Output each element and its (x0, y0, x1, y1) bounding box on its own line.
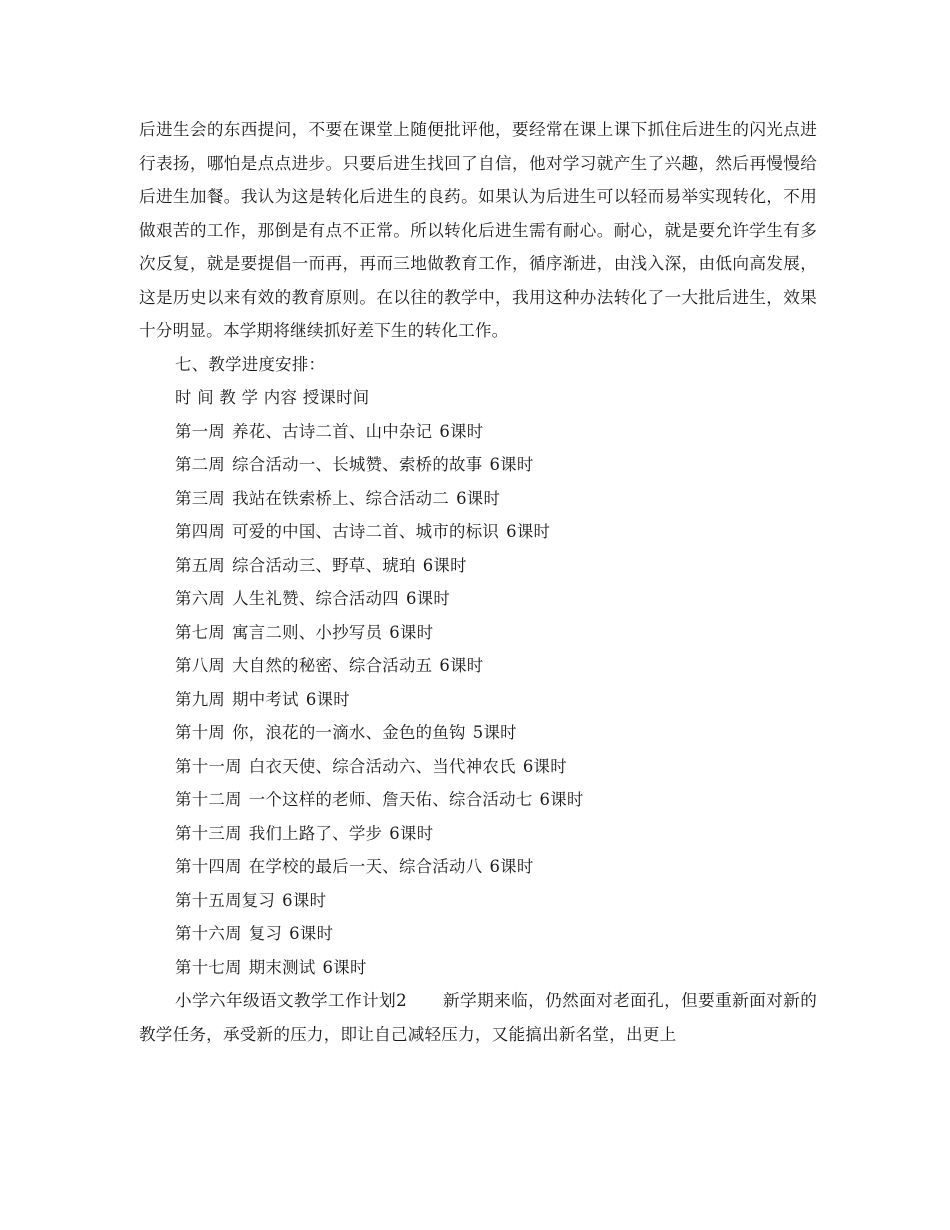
schedule-hours: 6课时 (422, 555, 467, 575)
schedule-hours: 6课时 (456, 488, 501, 508)
schedule-week: 第十一周 (175, 756, 242, 776)
schedule-row (139, 582, 817, 616)
schedule-content: 复习 (248, 924, 283, 943)
schedule-row (139, 683, 817, 717)
schedule-hours: 6课时 (539, 790, 584, 809)
schedule-week: 第二周 (175, 455, 226, 474)
schedule-hours: 6课时 (282, 890, 327, 910)
schedule-row (139, 783, 817, 817)
schedule-list (139, 415, 817, 985)
schedule-week: 第十二周 (175, 790, 242, 809)
schedule-content: 期末测试 (248, 957, 316, 977)
schedule-content: 我站在铁索桥上、综合活动二 (232, 488, 450, 508)
schedule-row (139, 549, 817, 583)
schedule-week: 第十七周 (175, 957, 242, 977)
intro-paragraph: 后进生会的东西提问，不要在课堂上随便批评他，要经常在课上课下抓住后进生的闪光点进行表扬，哪怕是点点进步。只要后进生找回了自信，他对学习就产生了兴趣，然后再慢慢给后进生加餐。我认为这是转化后进生的良药。如果认为后进生可以轻而易举实现转化，不用做艰苦的工作，那倒是有点不正常。所以转化后进生需有耐心。耐心，就是要允许学生有多次反复，就是要提倡一而再，再而三地做教育工作，循序渐进，由浅入深，由低向高发展，这是历史以来有效的教育原则。在以往的教学中，我用这种办法转化了一大批后进生，效果十分明显。本学期将继续抓好差下生的转化工作。 (139, 120, 817, 340)
schedule-content: 在学校的最后一天、综合活动八 (248, 857, 483, 876)
schedule-hours: 6课时 (439, 421, 484, 441)
schedule-hours: 6课时 (506, 522, 551, 541)
schedule-content: 你，浪花的一滴水、金色的鱼钩 (232, 723, 466, 742)
schedule-row (139, 850, 817, 884)
schedule-week: 第九周 (175, 689, 226, 709)
schedule-week: 第一周 (175, 421, 226, 441)
schedule-row (139, 884, 817, 918)
schedule-row (139, 649, 817, 683)
schedule-week: 第十四周 (175, 857, 242, 876)
schedule-table-header: 时 间 教 学 内容 授课时间 (175, 388, 370, 407)
schedule-content: 我们上路了、学步 (248, 823, 383, 843)
schedule-content: 养花、古诗二首、山中杂记 (232, 421, 433, 441)
section-heading: 七、教学进度安排： (175, 354, 326, 374)
schedule-content: 可爱的中国、古诗二首、城市的标识 (232, 522, 500, 541)
schedule-content: 综合活动三、野草、琥珀 (232, 555, 416, 575)
schedule-content: 人生礼赞、综合活动四 (232, 589, 399, 608)
schedule-content: 复习 (241, 890, 276, 910)
schedule-row (139, 415, 817, 449)
schedule-week: 第五周 (175, 555, 226, 575)
schedule-week: 第四周 (175, 522, 226, 541)
schedule-content: 期中考试 (232, 689, 299, 709)
schedule-content: 综合活动一、长城赞、索桥的故事 (232, 455, 483, 474)
schedule-row (139, 482, 817, 516)
schedule-hours: 6课时 (405, 589, 451, 608)
schedule-hours: 6课时 (289, 924, 334, 943)
schedule-hours: 6课时 (305, 689, 350, 709)
schedule-row (139, 616, 817, 650)
schedule-content: 大自然的秘密、综合活动五 (232, 656, 433, 675)
schedule-content: 寓言二则、小抄写员 (232, 622, 383, 642)
schedule-hours: 5课时 (472, 723, 517, 742)
schedule-row (139, 448, 817, 482)
schedule-week: 第六周 (175, 589, 226, 608)
schedule-week: 第十三周 (175, 823, 242, 843)
schedule-hours: 6课时 (522, 756, 567, 776)
schedule-hours: 6课时 (439, 656, 484, 675)
schedule-hours: 6课时 (489, 857, 534, 876)
schedule-content: 白衣天使、综合活动六、当代神农氏 (248, 756, 516, 776)
schedule-row (139, 917, 817, 951)
schedule-week: 第十六周 (175, 924, 242, 943)
schedule-hours: 6课时 (322, 957, 367, 977)
schedule-row (139, 515, 817, 549)
schedule-week: 第十周 (175, 723, 226, 742)
schedule-week: 第三周 (175, 488, 226, 508)
schedule-row (139, 951, 817, 985)
schedule-week: 第十五周 (175, 890, 242, 910)
document-page (139, 113, 817, 1051)
next-plan-paragraph (139, 984, 817, 1051)
schedule-week: 第八周 (175, 656, 226, 675)
schedule-hours: 6课时 (489, 455, 534, 474)
schedule-hours: 6课时 (389, 622, 434, 642)
next-plan-text: 新学期来临，仍然面对老面孔，但要重新面对新的教学任务，承受新的压力，即让自己减轻压力，又能搞出新名堂，出更上 (139, 991, 817, 1044)
schedule-row (139, 817, 817, 851)
next-plan-title: 小学六年级语文教学工作计划2 (175, 991, 407, 1010)
schedule-content: 一个这样的老师、詹天佑、综合活动七 (248, 790, 533, 809)
schedule-hours: 6课时 (389, 823, 434, 843)
schedule-row (139, 716, 817, 750)
schedule-week: 第七周 (175, 622, 226, 642)
schedule-row (139, 750, 817, 784)
